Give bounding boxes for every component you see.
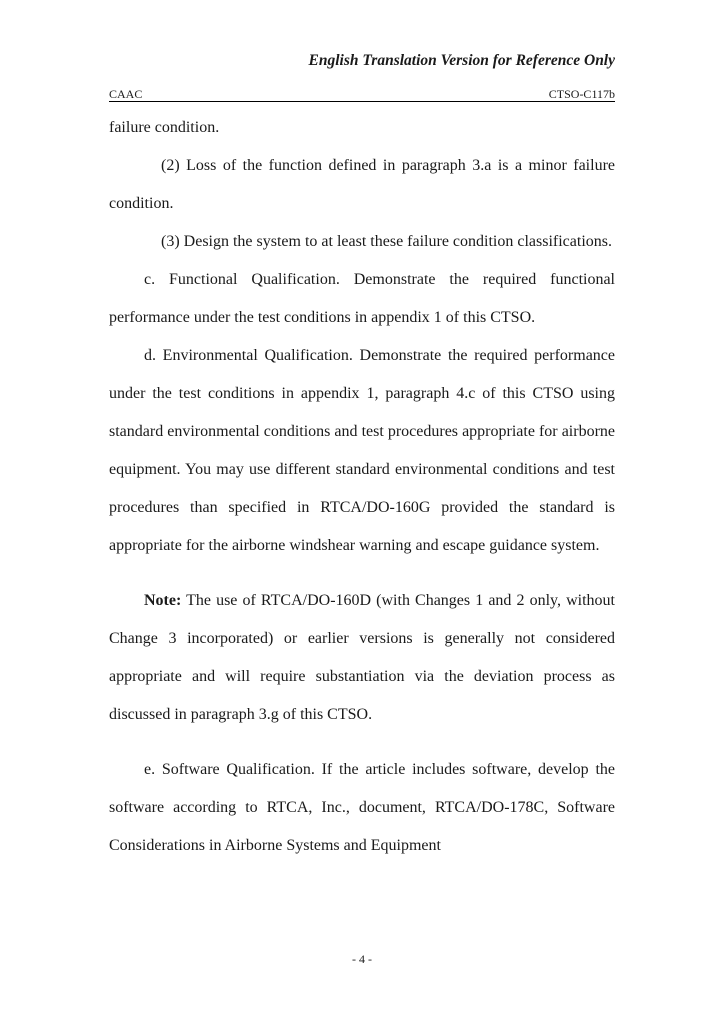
header-doc-id: CTSO-C117b: [548, 87, 615, 101]
paragraph-continuation: failure condition.: [109, 119, 220, 136]
paragraph-item-3: (3) Design the system to at least these failure condition classifications.: [161, 233, 612, 250]
paragraph-gap: [109, 565, 615, 582]
paragraph-environmental-qualification: d. Environmental Qualification. Demonstrate the required performance under the test conditions in appendix 1, paragraph 4.c of this CTSO using standard environmental conditions and test procedures appropriate for airborne equipment. You may use different standard environmental conditions and test procedures than specified in RTCA/DO-160G provided the standard is appropriate for the airborne windshear warning and escape guidance system.: [109, 347, 615, 554]
header-org: CAAC: [109, 87, 143, 101]
paragraph-gap: [109, 734, 615, 751]
paragraph-functional-qualification: c. Functional Qualification. Demonstrate the required functional performance under the test conditions in appendix 1 of this CTSO.: [109, 271, 615, 326]
paragraph-item-2: (2) Loss of the function defined in paragraph 3.a is a minor failure condition.: [109, 157, 615, 212]
header-rule: [109, 101, 615, 102]
page-number: - 4 -: [352, 952, 372, 966]
translation-banner: English Translation Version for Reference Only: [308, 52, 615, 69]
document-body: [109, 109, 615, 865]
paragraph-software-qualification: e. Software Qualification. If the article includes software, develop the software according to RTCA, Inc., document, RTCA/DO-178C, Software Considerations in Airborne Systems and Equipment: [109, 761, 615, 854]
note-text: The use of RTCA/DO-160D (with Changes 1 and 2 only, without Change 3 incorporated) or earlier versions is generally not considered appropriate and will require substantiation via the deviation process as discussed in paragraph 3.g of this CTSO.: [109, 592, 615, 723]
note-paragraph: [109, 582, 615, 734]
note-label: Note:: [144, 592, 182, 609]
